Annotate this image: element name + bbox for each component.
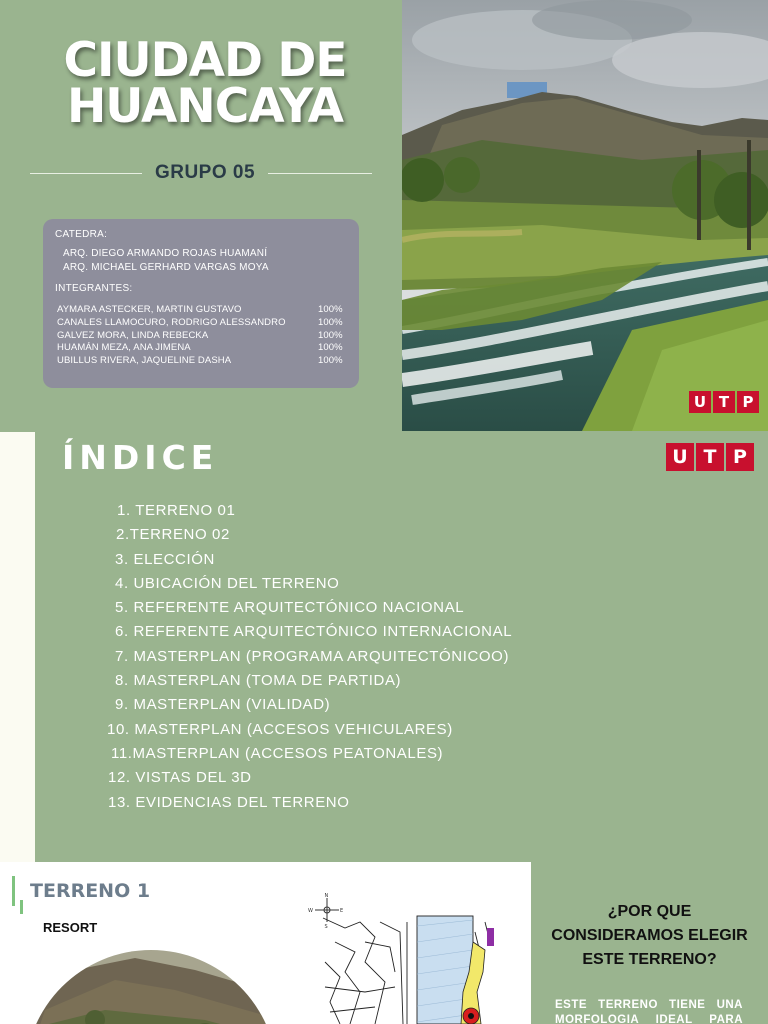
professor-name: ARQ. DIEGO ARMANDO ROJAS HUAMANÍ — [63, 248, 268, 259]
professor-name: ARQ. MICHAEL GERHARD VARGAS MOYA — [63, 262, 269, 273]
group-divider-right — [268, 173, 372, 174]
accent-bar — [20, 900, 23, 914]
utp-logo-letter: T — [713, 391, 735, 413]
member-row — [57, 304, 349, 316]
index-item: 1. TERRENO 01 — [117, 502, 236, 519]
integrantes-label: INTEGRANTES: — [55, 283, 133, 294]
member-name: UBILLUS RIVERA, JAQUELINE DASHA — [57, 355, 232, 366]
landscape-illustration — [402, 0, 768, 431]
index-item: 12. VISTAS DEL 3D — [108, 769, 252, 787]
index-item: 8. MASTERPLAN (TOMA DE PARTIDA) — [115, 672, 402, 690]
index-item: 11.MASTERPLAN (ACCESOS PEATONALES) — [111, 744, 444, 762]
compass-letter: N — [324, 893, 329, 899]
team-info-card — [43, 219, 359, 388]
index-item: 9. MASTERPLAN (VIALIDAD) — [115, 696, 331, 714]
member-percentage: 100% — [318, 304, 343, 315]
member-percentage: 100% — [318, 355, 343, 366]
utp-logo-letter: U — [666, 443, 694, 471]
utp-logo — [666, 443, 754, 471]
index-item: 3. ELECCIÓN — [115, 550, 215, 568]
compass-letter: E — [340, 908, 344, 914]
cover-title-line-2: HUANCAYA — [66, 79, 344, 134]
index-list — [107, 502, 512, 818]
group-divider-left — [30, 173, 142, 174]
why-title: ¿POR QUE CONSIDERAMOS ELEGIR ESTE TERRENO? — [551, 903, 748, 968]
member-row — [57, 342, 349, 354]
member-name: CANALES LLAMOCURO, RODRIGO ALESSANDRO — [57, 317, 286, 328]
index-title: ÍNDICE — [62, 438, 219, 477]
index-item: 13. EVIDENCIAS DEL TERRENO — [108, 793, 350, 811]
member-name: GALVEZ MORA, LINDA REBECKA — [57, 330, 209, 341]
cover-title-line-1: CIUDAD DE — [63, 33, 347, 88]
utp-logo-letter: P — [726, 443, 754, 471]
member-row — [57, 317, 349, 329]
group-label: GRUPO 05 — [154, 162, 256, 183]
huancaya-waterfall-photo — [402, 0, 768, 431]
utp-logo — [689, 391, 759, 413]
cover-title — [30, 33, 380, 134]
utp-logo-letter: T — [696, 443, 724, 471]
why-panel — [531, 862, 768, 1024]
terreno-subtitle: RESORT — [43, 920, 98, 935]
catedra-label: CATEDRA: — [55, 229, 108, 240]
index-item: 7. MASTERPLAN (PROGRAMA ARQUITECTÓNICOO) — [115, 647, 510, 665]
terreno-panel — [0, 862, 531, 1024]
index-item: 6. REFERENTE ARQUITECTÓNICO INTERNACIONAL — [115, 623, 513, 641]
site-location-map — [305, 892, 505, 1024]
compass-letter: W — [308, 908, 313, 914]
member-name: HUAMÁN MEZA, ANA JIMENA — [57, 342, 191, 353]
member-percentage: 100% — [318, 317, 343, 328]
index-panel — [35, 432, 768, 862]
member-row — [57, 330, 349, 342]
accent-bar — [12, 876, 15, 906]
member-row — [57, 355, 349, 367]
utp-logo-letter: U — [689, 391, 711, 413]
compass-letter: S — [324, 924, 328, 930]
member-percentage: 100% — [318, 342, 343, 353]
index-item: 5. REFERENTE ARQUITECTÓNICO NACIONAL — [115, 599, 465, 617]
member-name: AYMARA ASTECKER, MARTIN GUSTAVO — [57, 304, 242, 315]
terreno-title: TERRENO 1 — [30, 880, 151, 902]
index-item: 4. UBICACIÓN DEL TERRENO — [115, 574, 340, 592]
terreno-photo — [25, 950, 281, 1024]
utp-logo-letter: P — [737, 391, 759, 413]
member-percentage: 100% — [318, 330, 343, 341]
index-item: 10. MASTERPLAN (ACCESOS VEHICULARES) — [107, 720, 453, 738]
why-body-text: ESTE TERRENO TIENE UNA MORFOLOGIA IDEAL PARA — [555, 999, 743, 1024]
index-item: 2.TERRENO 02 — [116, 526, 230, 544]
